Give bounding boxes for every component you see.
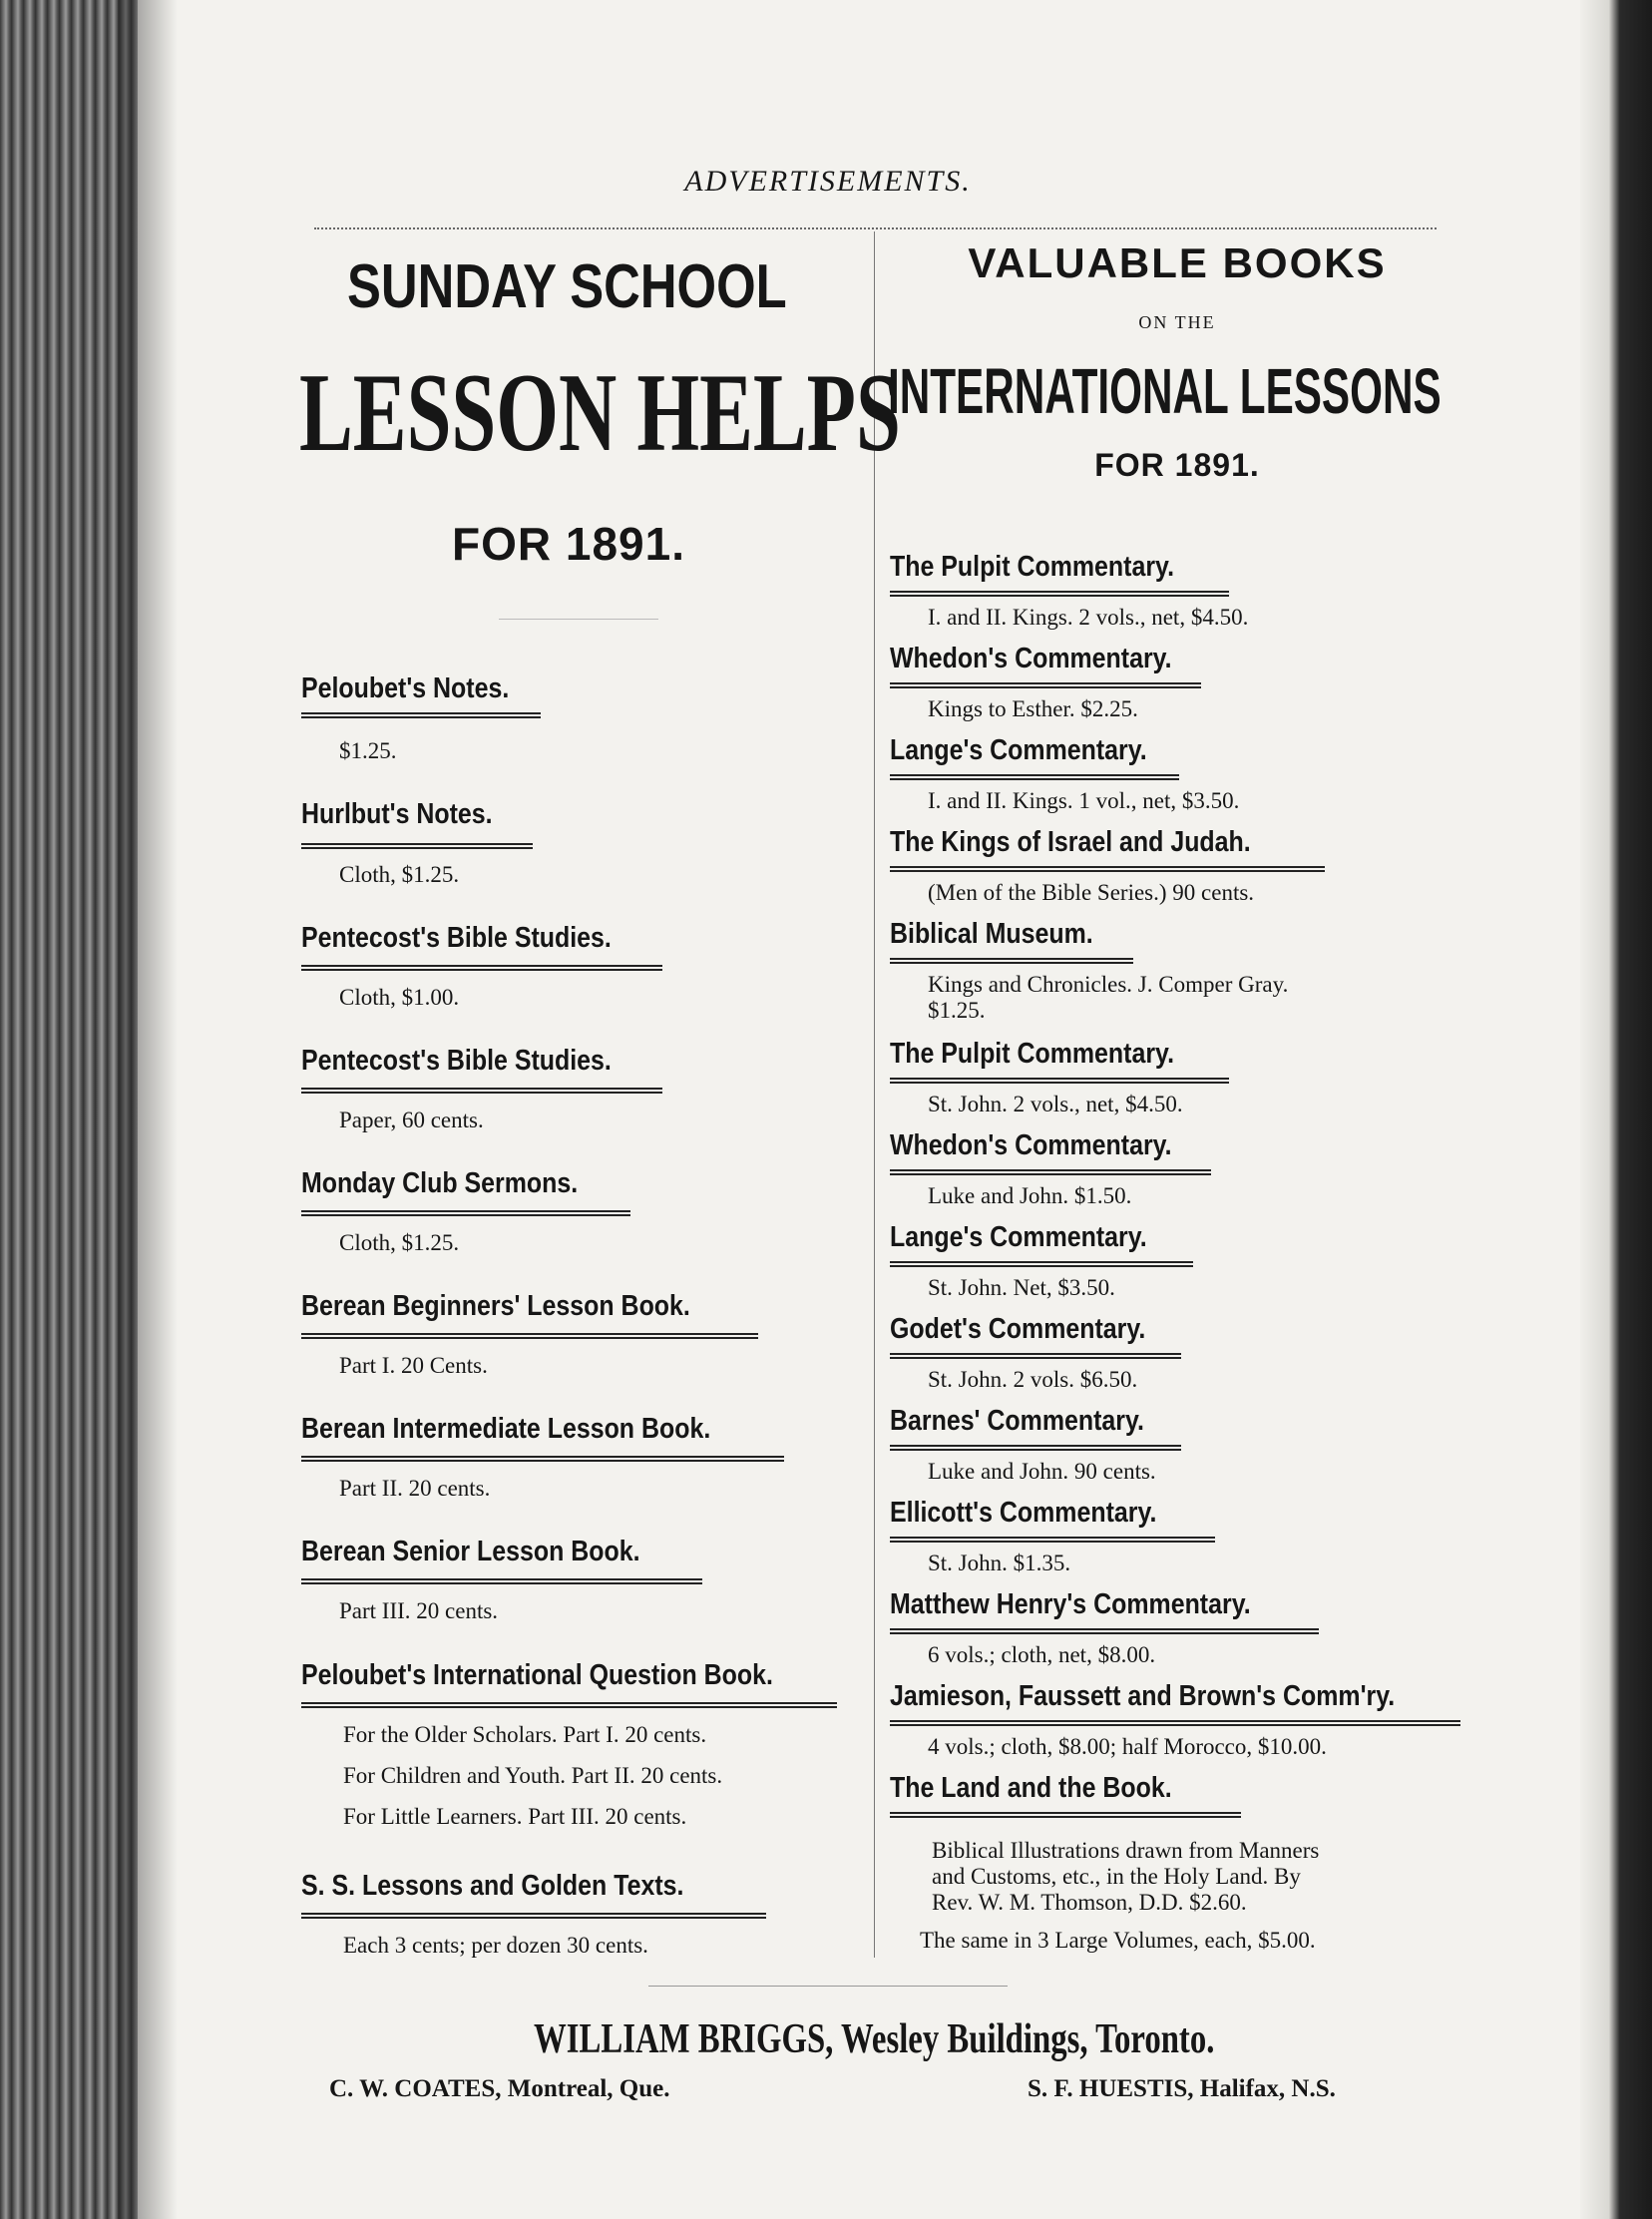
right-item-desc [928, 972, 1288, 998]
title-underline [301, 1913, 766, 1919]
left-item-title: Pentecost's Bible Studies. [301, 1045, 612, 1077]
right-item-desc: $1.25. [928, 998, 986, 1023]
right-item-desc: St. John. 2 vols., net, $4.50. [928, 1092, 1183, 1116]
right-item-desc: Biblical Illustrations drawn from Manners [932, 1838, 1320, 1863]
left-heading-sunday-school: SUNDAY SCHOOL [347, 252, 787, 321]
left-item-title: S. S. Lessons and Golden Texts. [301, 1870, 684, 1902]
right-item-title: Lange's Commentary. [890, 1221, 1147, 1253]
right-heading-valuable-books: VALUABLE BOOKS [968, 239, 1387, 286]
title-underline [301, 1333, 758, 1339]
title-underline [301, 712, 541, 718]
title-underline [890, 1078, 1229, 1084]
left-item-title: Berean Senior Lesson Book. [301, 1536, 640, 1567]
right-item-desc: and Customs, etc., in the Holy Land. By [932, 1864, 1301, 1889]
right-item-title: Biblical Museum. [890, 918, 1093, 950]
right-item-desc: St. John. $1.35. [928, 1551, 1071, 1575]
title-underline [301, 1702, 837, 1708]
left-item-desc: Part III. 20 cents. [339, 1598, 499, 1623]
left-item-desc: Cloth, $1.25. [339, 862, 460, 887]
title-underline [890, 866, 1325, 872]
right-item-desc: Kings to Esther. $2.25. [928, 696, 1138, 721]
title-underline [890, 1445, 1181, 1451]
right-item-title: Lange's Commentary. [890, 734, 1147, 766]
title-underline [890, 774, 1179, 780]
right-item-title: Godet's Commentary. [890, 1313, 1146, 1345]
left-item-desc: Paper, 60 cents. [339, 1108, 484, 1132]
right-item-desc: St. John. 2 vols. $6.50. [928, 1367, 1138, 1392]
title-underline [890, 1720, 1460, 1726]
right-item-title: Ellicott's Commentary. [890, 1497, 1157, 1529]
title-underline [890, 1812, 1241, 1818]
left-item-title: Monday Club Sermons. [301, 1167, 579, 1199]
page-header: ADVERTISEMENTS. [684, 165, 972, 198]
title-underline [301, 1456, 784, 1462]
title-underline [890, 1169, 1211, 1175]
left-item-title: Berean Intermediate Lesson Book. [301, 1413, 711, 1445]
title-underline [301, 1578, 702, 1584]
left-item-desc: Cloth, $1.00. [339, 985, 460, 1010]
footer-right-agent: S. F. HUESTIS, Halifax, N.S. [1028, 2075, 1336, 2102]
spine-shadow [118, 0, 178, 2219]
left-item-desc: For the Older Scholars. Part I. 20 cents. [343, 1722, 707, 1747]
footer-rule [648, 1986, 1008, 1987]
title-underline [890, 1537, 1215, 1543]
title-underline [890, 1353, 1181, 1359]
footer-left-agent: C. W. COATES, Montreal, Que. [329, 2075, 670, 2102]
right-item-title: The Pulpit Commentary. [890, 1038, 1174, 1070]
right-item-title: Whedon's Commentary. [890, 643, 1172, 674]
right-item-desc: The same in 3 Large Volumes, each, $5.00. [920, 1928, 1316, 1953]
left-item-desc: $1.25. [339, 738, 397, 763]
title-underline [301, 1210, 630, 1216]
title-underline [890, 591, 1229, 597]
right-item-desc: Luke and John. $1.50. [928, 1183, 1132, 1208]
right-item-desc: Luke and John. 90 cents. [928, 1459, 1156, 1484]
column-divider [874, 231, 875, 1958]
right-item-title: The Kings of Israel and Judah. [890, 826, 1251, 858]
left-heading-year: FOR 1891. [452, 518, 685, 570]
right-heading-international-lessons: INTERNATIONAL LESSONS [888, 355, 1442, 427]
left-heading-rule [499, 619, 658, 620]
left-item-desc: For Little Learners. Part III. 20 cents. [343, 1804, 687, 1829]
right-item-title: The Land and the Book. [890, 1772, 1172, 1804]
left-item-title: Hurlbut's Notes. [301, 798, 493, 830]
right-heading-on-the: ON THE [1138, 312, 1216, 332]
left-item-title: Berean Beginners' Lesson Book. [301, 1290, 690, 1322]
left-item-desc: Part II. 20 cents. [339, 1476, 491, 1501]
header-rule [314, 227, 1437, 229]
title-underline [890, 1628, 1319, 1634]
title-underline [890, 958, 1133, 964]
right-item-desc: 4 vols.; cloth, $8.00; half Morocco, $10.00. [928, 1734, 1327, 1759]
left-item-title: Pentecost's Bible Studies. [301, 922, 612, 954]
title-underline [890, 1261, 1193, 1267]
right-item-desc: (Men of the Bible Series.) 90 cents. [928, 880, 1255, 905]
right-item-title: Matthew Henry's Commentary. [890, 1588, 1251, 1620]
title-underline [301, 965, 662, 971]
right-item-title: Whedon's Commentary. [890, 1129, 1172, 1161]
left-item-title: Peloubet's Notes. [301, 672, 510, 704]
footer-publisher: WILLIAM BRIGGS, Wesley Buildings, Toronto. [534, 2016, 1215, 2062]
left-item-title: Peloubet's International Question Book. [301, 1659, 773, 1691]
right-item-desc: 6 vols.; cloth, net, $8.00. [928, 1642, 1156, 1667]
right-item-desc: Rev. W. M. Thomson, D.D. $2.60. [932, 1890, 1247, 1915]
left-item-desc: Part I. 20 Cents. [339, 1353, 488, 1378]
right-item-title: Jamieson, Faussett and Brown's Comm'ry. [890, 1680, 1396, 1712]
right-heading-year: FOR 1891. [1094, 447, 1260, 483]
right-item-desc: I. and II. Kings. 1 vol., net, $3.50. [928, 788, 1240, 813]
title-underline [301, 1088, 662, 1094]
left-item-desc: For Children and Youth. Part II. 20 cents. [343, 1763, 723, 1788]
biblical-museum-desc: Kings and Chronicles. J. Comper Gray. [928, 972, 1289, 997]
title-underline [890, 682, 1201, 688]
left-item-desc: Cloth, $1.25. [339, 1230, 460, 1255]
left-item-desc: Each 3 cents; per dozen 30 cents. [343, 1933, 648, 1958]
right-item-desc: I. and II. Kings. 2 vols., net, $4.50. [928, 605, 1249, 630]
right-item-desc: St. John. Net, $3.50. [928, 1275, 1115, 1300]
right-item-title: The Pulpit Commentary. [890, 551, 1174, 583]
title-underline [301, 843, 533, 849]
right-item-title: Barnes' Commentary. [890, 1405, 1144, 1437]
left-heading-lesson-helps: LESSON HELPS [299, 351, 901, 475]
book-right-edge [1580, 0, 1652, 2219]
